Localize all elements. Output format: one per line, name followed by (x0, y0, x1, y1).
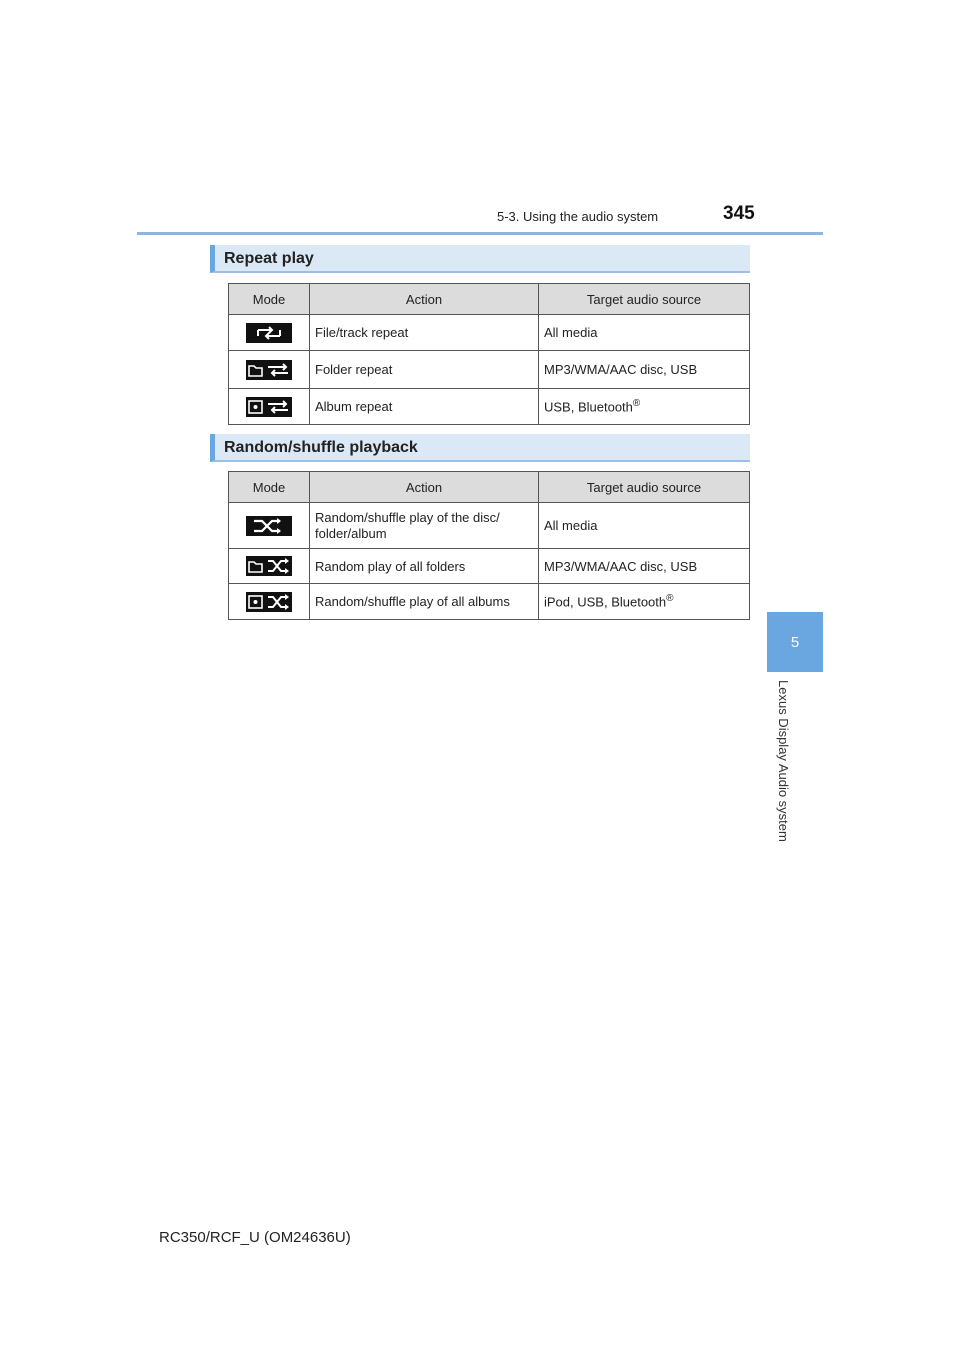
target-cell (539, 549, 750, 584)
target-text: MP3/WMA/AAC disc, USB (544, 558, 698, 574)
table-row (229, 351, 750, 389)
table-row (229, 503, 750, 549)
folder-shuffle-icon (246, 556, 292, 576)
table-row (229, 549, 750, 584)
table-header-row (229, 284, 750, 315)
footer-model-code: RC350/RCF_U (OM24636U) (159, 1229, 351, 1246)
section-header: 5-3. Using the audio system (497, 209, 659, 224)
random-shuffle-heading: Random/shuffle playback (210, 434, 750, 462)
folder-repeat-icon (246, 360, 292, 380)
target-cell (539, 584, 750, 620)
registered-mark: ® (632, 398, 641, 410)
mode-cell (229, 584, 310, 620)
random-shuffle-table (228, 471, 750, 620)
column-header-action: Action (310, 472, 539, 503)
album-shuffle-icon (246, 592, 292, 612)
file-track-repeat-icon (246, 323, 292, 343)
repeat-play-table (228, 283, 750, 425)
table-row (229, 315, 750, 351)
column-header-target: Target audio source (539, 472, 750, 503)
action-cell: Folder repeat (310, 351, 539, 389)
mode-cell (229, 315, 310, 351)
album-repeat-icon (246, 397, 292, 417)
chapter-tab (767, 612, 823, 672)
target-text: All media (544, 518, 598, 533)
action-cell: Random/shuffle play of the disc/ folder/album (310, 503, 539, 549)
column-header-mode: Mode (229, 284, 310, 315)
column-header-target: Target audio source (539, 284, 750, 315)
target-text: MP3/WMA/AAC disc, USB (544, 362, 698, 377)
page-number: 345 (723, 203, 755, 224)
table-header-row (229, 472, 750, 503)
chapter-label: Lexus Display Audio system (776, 680, 791, 842)
target-text: All media (544, 325, 598, 340)
column-header-action: Action (310, 284, 539, 315)
shuffle-icon (246, 516, 292, 536)
action-cell: Album repeat (310, 389, 539, 425)
mode-cell (229, 549, 310, 584)
mode-cell (229, 503, 310, 549)
target-text: USB, Bluetooth (544, 399, 633, 415)
repeat-play-heading: Repeat play (210, 245, 750, 273)
mode-cell (229, 389, 310, 425)
mode-cell (229, 351, 310, 389)
target-cell (539, 351, 750, 389)
target-cell (539, 315, 750, 351)
target-cell (539, 503, 750, 549)
target-cell (539, 389, 750, 425)
chapter-number: 5 (790, 633, 800, 651)
action-cell: File/track repeat (310, 315, 539, 351)
action-cell: Random play of all folders (310, 549, 539, 584)
table-row (229, 584, 750, 620)
column-header-mode: Mode (229, 472, 310, 503)
action-cell: Random/shuffle play of all albums (310, 584, 539, 620)
target-text: iPod, USB, Bluetooth (544, 594, 667, 610)
table-row (229, 389, 750, 425)
registered-mark: ® (666, 593, 674, 605)
header-divider (137, 232, 823, 235)
